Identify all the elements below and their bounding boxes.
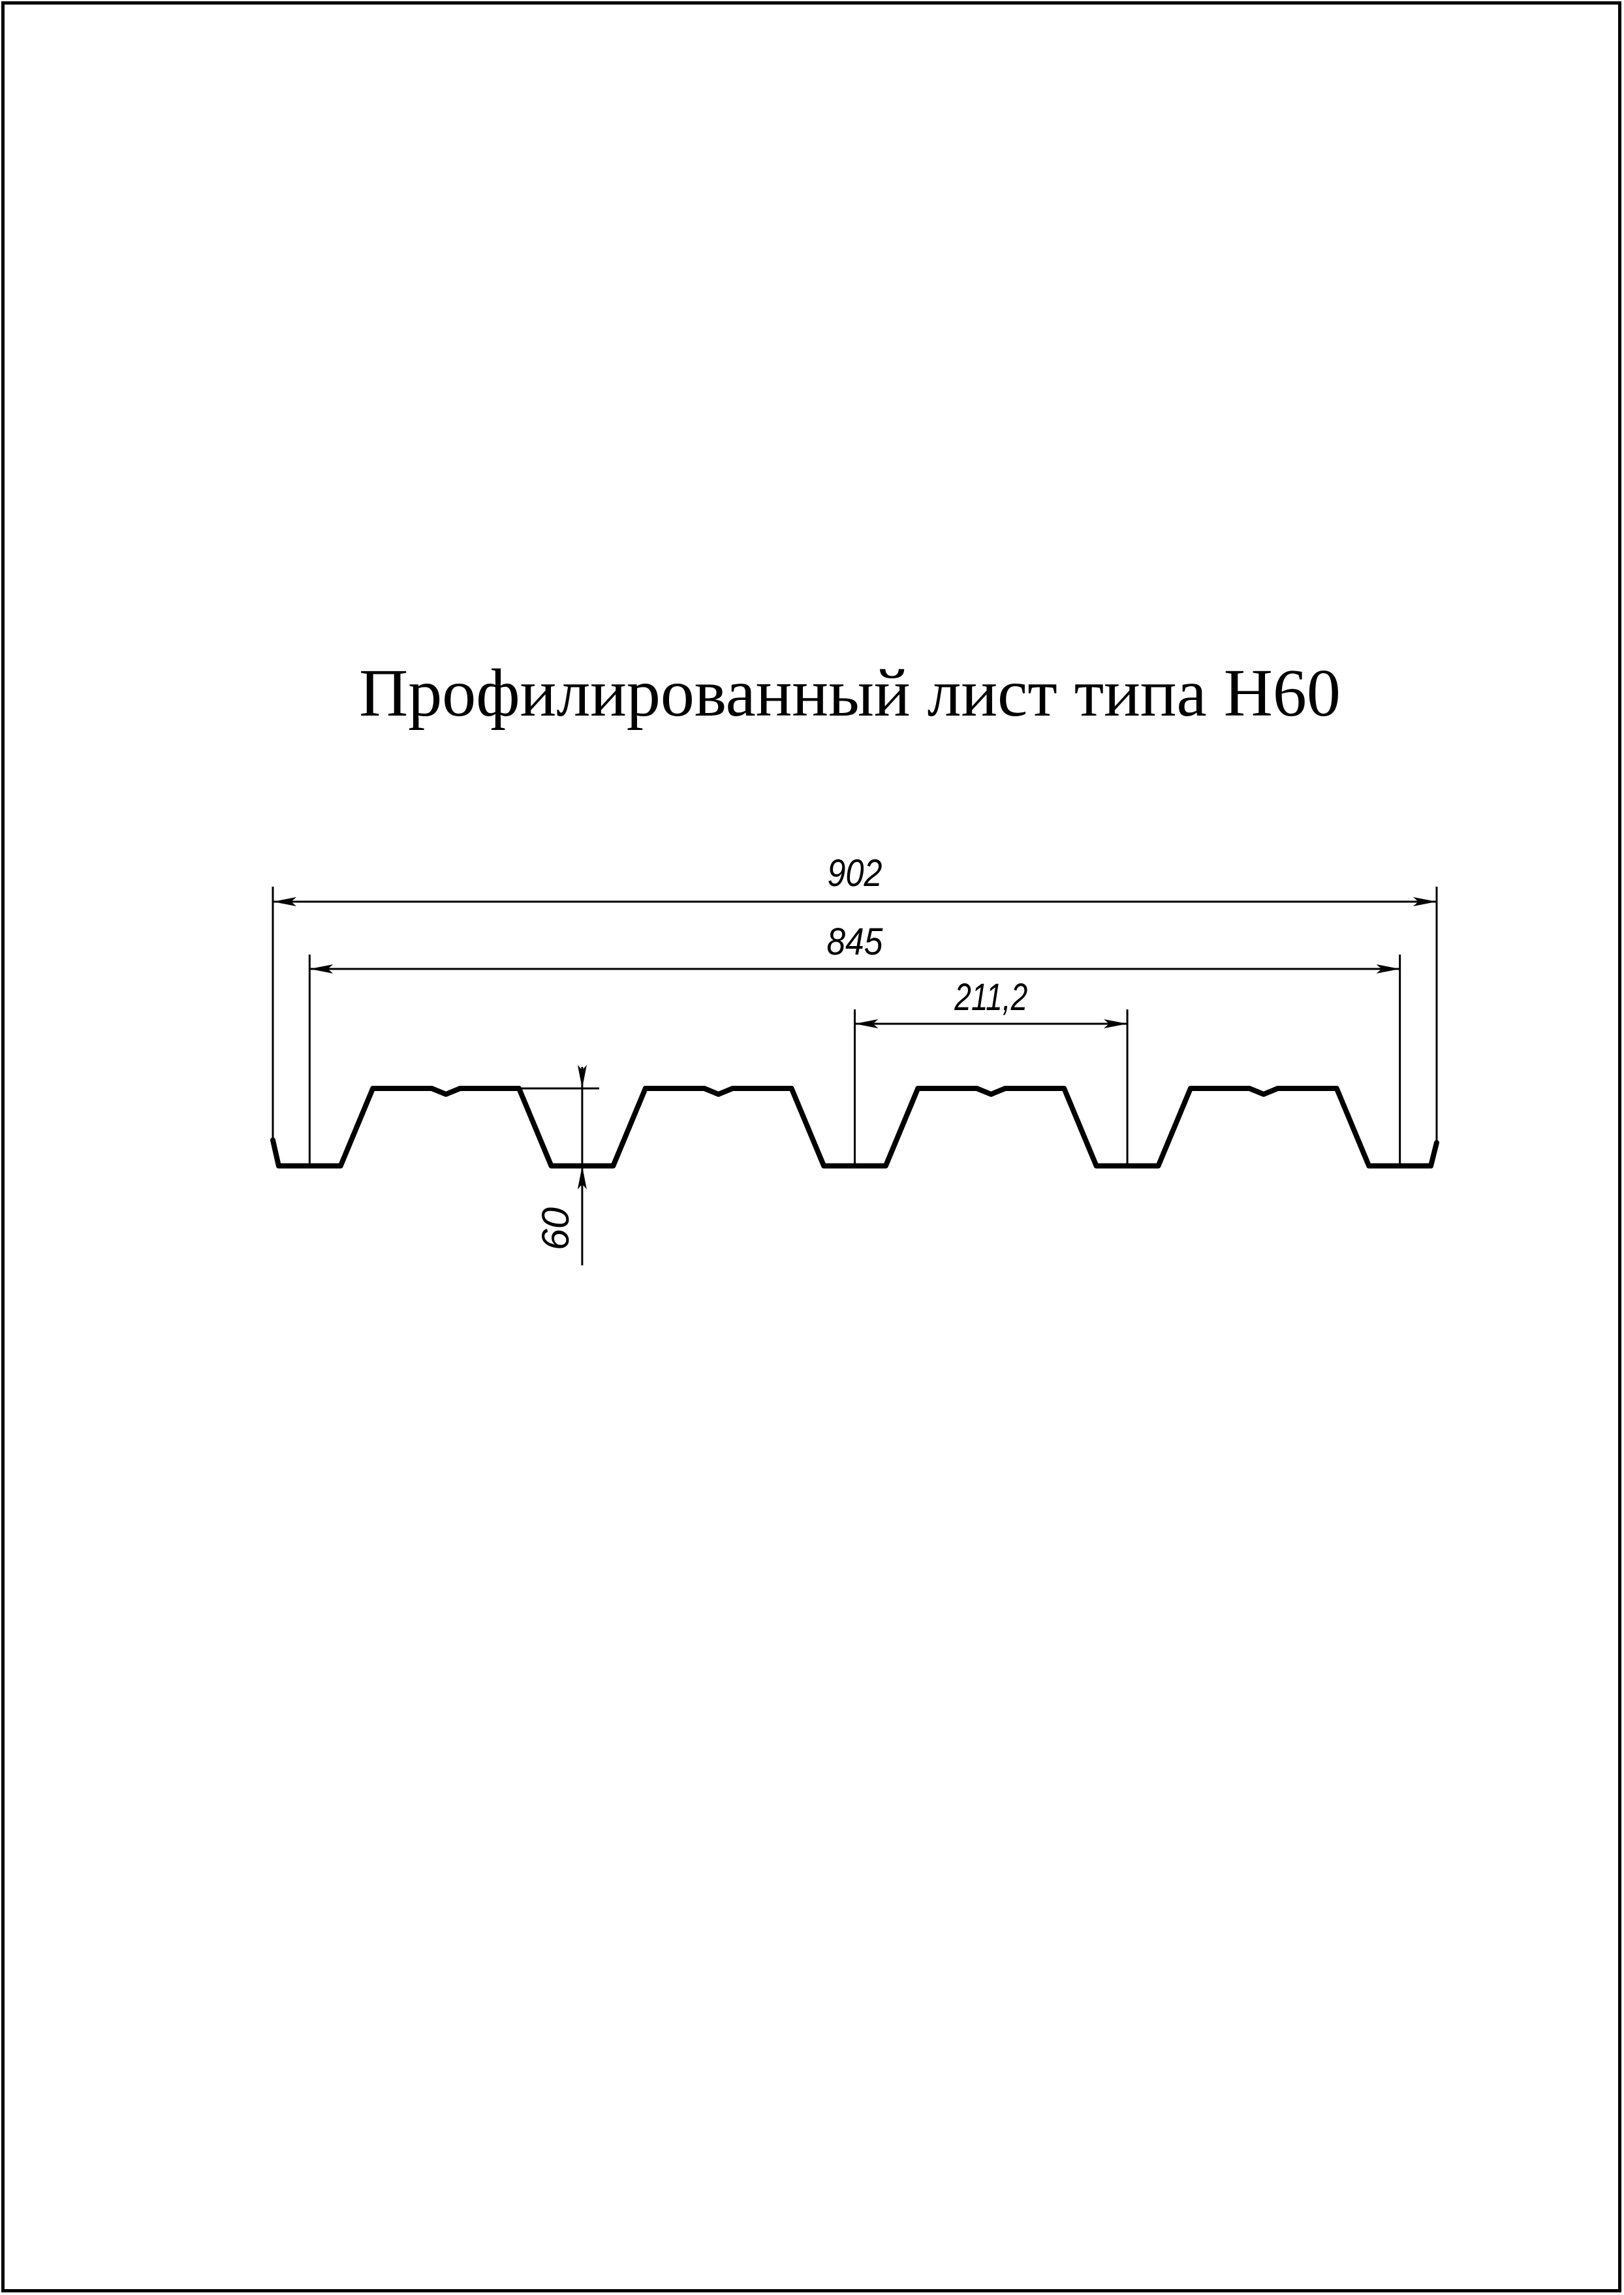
dimension-label: 845 bbox=[826, 921, 884, 963]
dimension-label: 902 bbox=[827, 852, 882, 894]
dimension-label: 211,2 bbox=[954, 976, 1028, 1019]
profile-drawing bbox=[228, 849, 1501, 1306]
profile-drawing-svg bbox=[228, 849, 1501, 1306]
page-title: Профилированный лист типа Н60 bbox=[359, 656, 1341, 731]
dimension-label: 60 bbox=[534, 1208, 577, 1250]
